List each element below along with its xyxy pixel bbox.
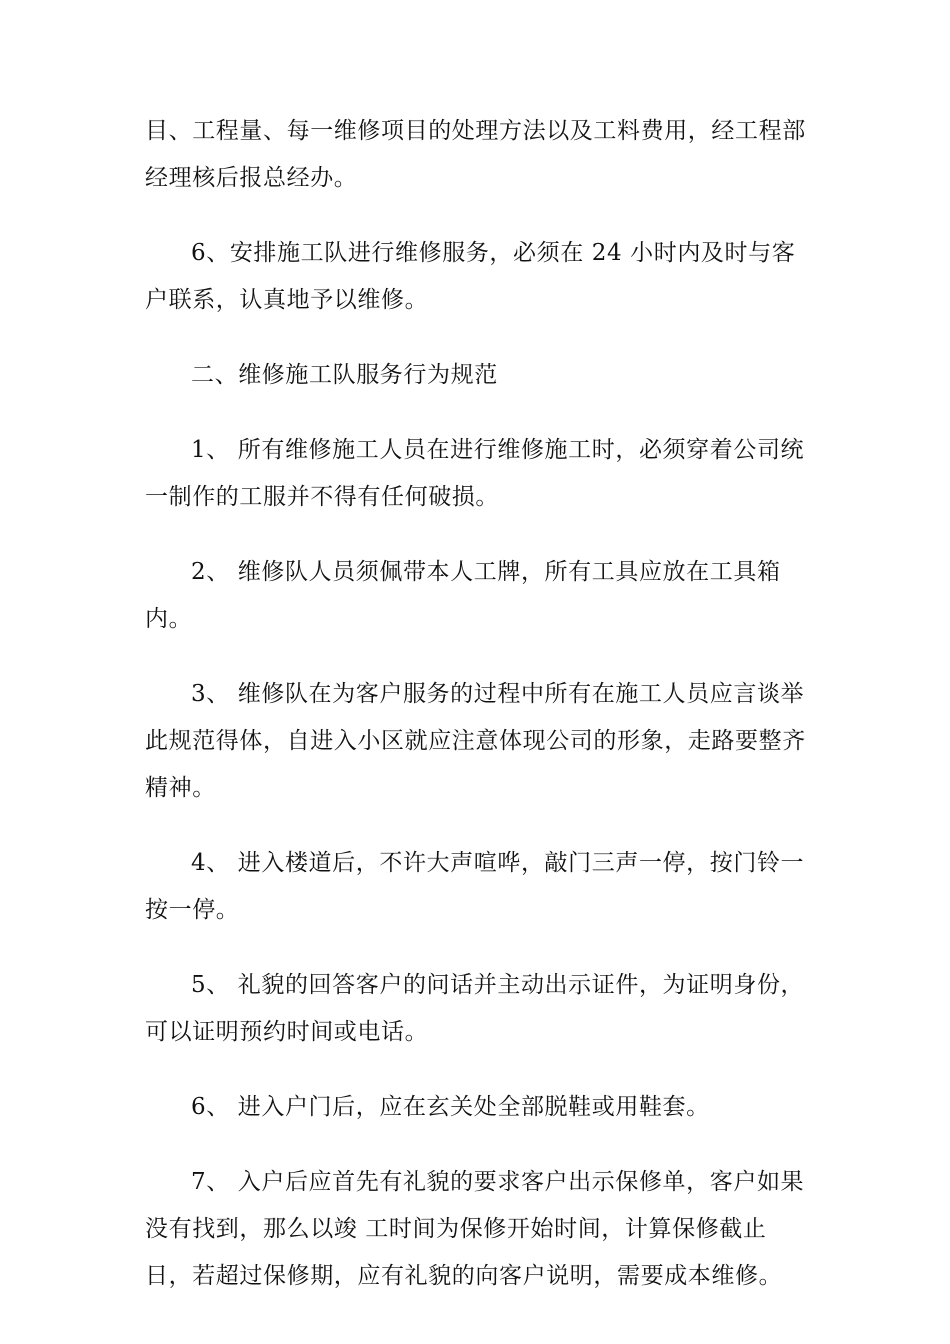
section-heading: 二、维修施工队服务行为规范 [191, 362, 498, 388]
paragraph-item-6: 6、安排施工队进行维修服务，必须在 24 小时内及时与客户联系，认真地予以维修。 [145, 240, 796, 313]
rule-item-7: 7、 入户后应首先有礼貌的要求客户出示保修单，客户如果没有找到，那么以竣 工时间为保修开始时间，计算保修截止日，若超过保修期，应有礼貌的向客户说明，需要成本维修。 [145, 1169, 805, 1289]
rule-item-6: 6、 进入户门后，应在玄关处全部脱鞋或用鞋套。 [191, 1094, 710, 1120]
rule-item-3: 3、 维修队在为客户服务的过程中所有在施工人员应言谈举此规范得体，自进入小区就应注意体现公司的形象，走路要整齐精神。 [145, 681, 806, 801]
rule-item-1: 1、 所有维修施工人员在进行维修施工时，必须穿着公司统一制作的工服并不得有任何破损。 [145, 437, 805, 510]
rule-item-5: 5、 礼貌的回答客户的问话并主动出示证件，为证明身份，可以证明预约时间或电话。 [145, 972, 805, 1045]
paragraph-continuation: 目、工程量、每一维修项目的处理方法以及工料费用，经工程部经理核后报总经办。 [145, 118, 806, 191]
rule-item-4: 4、 进入楼道后，不许大声喧哗，敲门三声一停，按门铃一按一停。 [145, 850, 805, 923]
rule-item-2: 2、 维修队人员须佩带本人工牌，所有工具应放在工具箱内。 [145, 559, 781, 632]
document-body [145, 108, 810, 1300]
